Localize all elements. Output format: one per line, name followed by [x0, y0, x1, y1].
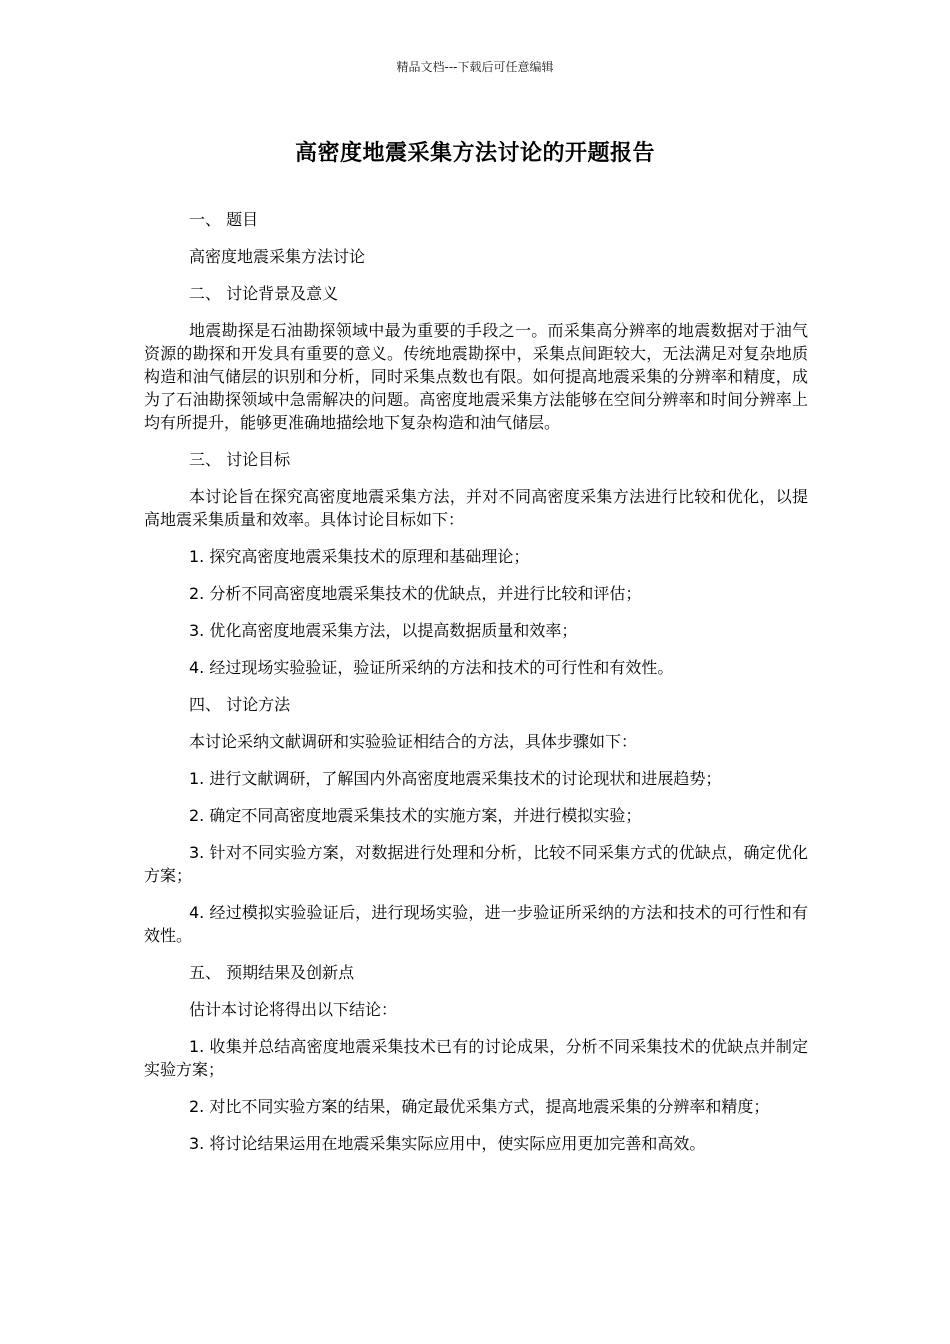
methods-intro: 本讨论采纳文献调研和实验验证相结合的方法，具体步骤如下： [189, 732, 638, 751]
goal-item-4: 4. 经过现场实验验证，验证所采纳的方法和技术的可行性和有效性。 [189, 658, 674, 677]
header-note: 精品文档---下载后可任意编辑 [396, 60, 554, 74]
result-item-1: 1. 收集并总结高密度地震采集技术已有的讨论成果，分析不同采集技术的优缺点并制定实验方案； [144, 1037, 808, 1079]
result-item-2: 2. 对比不同实验方案的结果，确定最优采集方式，提高地震采集的分辨率和精度； [189, 1097, 770, 1116]
method-item-3: 3. 针对不同实验方案，对数据进行处理和分析，比较不同采集方式的优缺点，确定优化方案； [144, 843, 808, 885]
document-title: 高密度地震采集方法讨论的开题报告 [294, 141, 655, 166]
goal-item-1: 1. 探究高密度地震采集技术的原理和基础理论； [189, 547, 530, 566]
background-text: 地震勘探是石油勘探领域中最为重要的手段之一。而采集高分辨率的地震数据对于油气资源的勘探和开发具有重要的意义。传统地震勘探中，采集点间距较大，无法满足对复杂地质构造和油气储层的识别和分析，同时采集点数也有限。如何提高地震采集的分辨率和精度，成为了石油勘探领域中急需解决的问题。高密度地震采集方法能够在空间分辨率和时间分辨率上均有所提升，能够更准确地描绘地下复杂构造和油气储层。 [144, 321, 808, 432]
section-heading-methods: 四、 讨论方法 [189, 695, 291, 714]
section-heading-goals: 三、 讨论目标 [189, 450, 291, 469]
goals-intro: 本讨论旨在探究高密度地震采集方法，并对不同高密度采集方法进行比较和优化，以提高地震采集质量和效率。具体讨论目标如下： [144, 487, 808, 529]
section-heading-topic: 一、 题目 [189, 210, 259, 229]
goal-item-2: 2. 分析不同高密度地震采集技术的优缺点，并进行比较和评估； [189, 584, 642, 603]
goal-item-3: 3. 优化高密度地震采集方法，以提高数据质量和效率； [189, 621, 578, 640]
document-body [144, 208, 808, 1169]
method-item-2: 2. 确定不同高密度地震采集技术的实施方案，并进行模拟实验； [189, 806, 642, 825]
method-item-1: 1. 进行文献调研，了解国内外高密度地震采集技术的讨论现状和进展趋势； [189, 769, 722, 788]
section-heading-background: 二、 讨论背景及意义 [189, 284, 339, 303]
section-heading-results: 五、 预期结果及创新点 [189, 963, 355, 982]
results-intro: 估计本讨论将得出以下结论： [189, 1000, 398, 1019]
result-item-3: 3. 将讨论结果运用在地震采集实际应用中，使实际应用更加完善和高效。 [189, 1134, 706, 1153]
method-item-4: 4. 经过模拟实验验证后，进行现场实验，进一步验证所采纳的方法和技术的可行性和有效性。 [144, 903, 808, 945]
topic-text: 高密度地震采集方法讨论 [189, 247, 366, 266]
